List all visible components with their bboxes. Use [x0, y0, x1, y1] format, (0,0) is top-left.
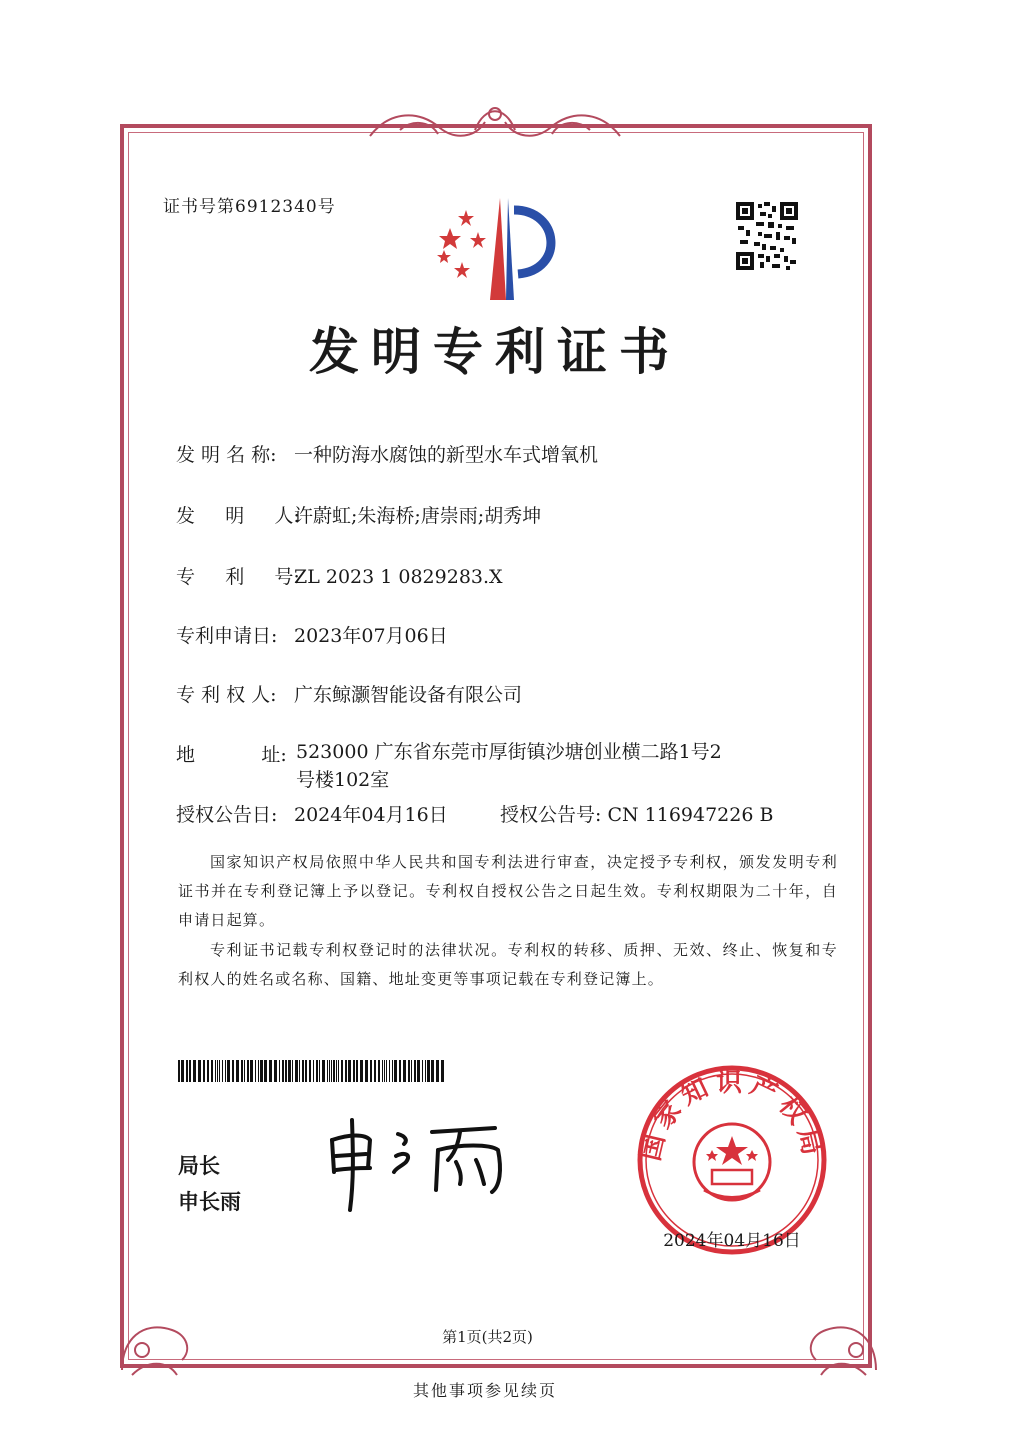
signatory-name: 申长雨 [178, 1190, 241, 1214]
handwritten-signature [320, 1110, 520, 1220]
cnipa-logo [430, 190, 570, 305]
signatory-role: 局长 [178, 1154, 220, 1178]
address-label: 地 址: [176, 744, 287, 766]
invention-name-value: 一种防海水腐蚀的新型水车式增氧机 [294, 444, 599, 466]
grant-date-value: 2024年04月16日 [294, 804, 448, 826]
national-emblem-icon [694, 1124, 770, 1200]
patentee-label: 专 利 权 人: [176, 684, 277, 706]
seal-text: 国家知识产权局 [635, 1068, 829, 1164]
seal-date: 2024年04月16日 [663, 1231, 801, 1251]
grant-number-row [500, 800, 773, 827]
page-number: 第1页(共2页) [442, 1328, 533, 1346]
address-value: 523000 广东省东莞市厚街镇沙塘创业横二路1号2号楼102室 [296, 741, 722, 791]
patentee-value: 广东鲸灏智能设备有限公司 [294, 684, 523, 706]
address-row [176, 740, 294, 767]
filing-date-label: 专利申请日: [176, 625, 278, 647]
barcode [178, 1060, 446, 1082]
inventor-label: 发 明 人: [176, 505, 300, 527]
official-seal [632, 1050, 832, 1280]
continuation-note: 其他事项参见续页 [412, 1381, 557, 1400]
filing-date-row [176, 621, 448, 648]
qr-code[interactable] [736, 202, 798, 270]
legal-statement-paragraph-2: 专利证书记载专利权登记时的法律状况。专利权的转移、质押、无效、终止、恢复和专利权人的姓名或名称、国籍、地址变更等事项记载在专利登记簿上。 [178, 941, 838, 988]
grant-number-value: CN 116947226 B [607, 804, 774, 826]
patent-number-value: ZL 2023 1 0829283.X [294, 566, 503, 588]
patent-number-label: 专 利 号: [176, 566, 300, 588]
grant-date-label: 授权公告日: [176, 804, 278, 826]
inventors-value: 许蔚虹;朱海桥;唐崇雨;胡秀坤 [294, 505, 542, 527]
certificate-title: 发明专利证书 [309, 323, 681, 381]
legal-statement-paragraph-1: 国家知识产权局依照中华人民共和国专利法进行审查，决定授予专利权，颁发发明专利证书并在专利登记簿上予以登记。专利权自授权公告之日起生效。专利权期限为二十年，自申请日起算。 [178, 853, 838, 929]
inventor-row [176, 501, 541, 528]
certificate-number: 证书号第6912340号 [163, 197, 336, 217]
top-ornament [360, 100, 630, 146]
patentee-row [176, 680, 522, 707]
invention-name-label: 发 明 名 称: [176, 444, 277, 466]
filing-date-value: 2023年07月06日 [294, 625, 448, 647]
invention-name-row [176, 440, 598, 467]
grant-number-label: 授权公告号: [500, 804, 602, 826]
grant-date-row [176, 800, 448, 827]
patent-number-row [176, 562, 503, 589]
